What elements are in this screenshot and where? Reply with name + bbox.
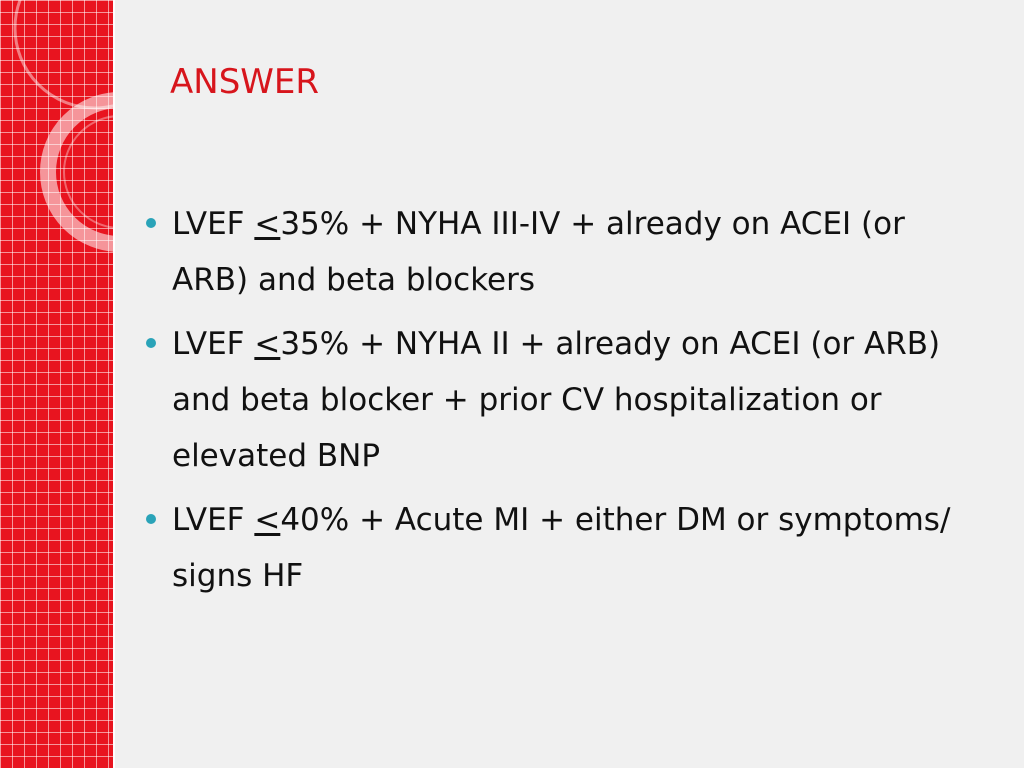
decorative-rings bbox=[0, 0, 113, 260]
bullet-item-1 bbox=[142, 196, 952, 308]
bullet-dot-icon bbox=[146, 218, 156, 228]
slide-title: ANSWER bbox=[170, 62, 319, 102]
bullet-prefix: LVEF bbox=[172, 502, 255, 538]
bullet-item-3 bbox=[142, 492, 952, 604]
less-equal-symbol: < bbox=[254, 206, 281, 242]
bullet-text: 35% + NYHA III-IV + already on ACEI (or ARB) and beta blockers bbox=[172, 206, 905, 298]
bullet-prefix: LVEF bbox=[172, 206, 255, 242]
bullet-prefix: LVEF bbox=[172, 326, 255, 362]
band-divider bbox=[113, 0, 115, 768]
red-grid-band bbox=[0, 0, 113, 768]
bullet-item-2 bbox=[142, 316, 952, 484]
bullet-list bbox=[142, 196, 952, 612]
bullet-text: 40% + Acute MI + either DM or symptoms/ signs HF bbox=[172, 502, 951, 594]
bullet-text: 35% + NYHA II + already on ACEI (or ARB) and beta blocker + prior CV hospitalization or elevated BNP bbox=[172, 326, 941, 474]
bullet-dot-icon bbox=[146, 514, 156, 524]
bullet-dot-icon bbox=[146, 338, 156, 348]
less-equal-symbol: < bbox=[254, 502, 281, 538]
less-equal-symbol: < bbox=[254, 326, 281, 362]
